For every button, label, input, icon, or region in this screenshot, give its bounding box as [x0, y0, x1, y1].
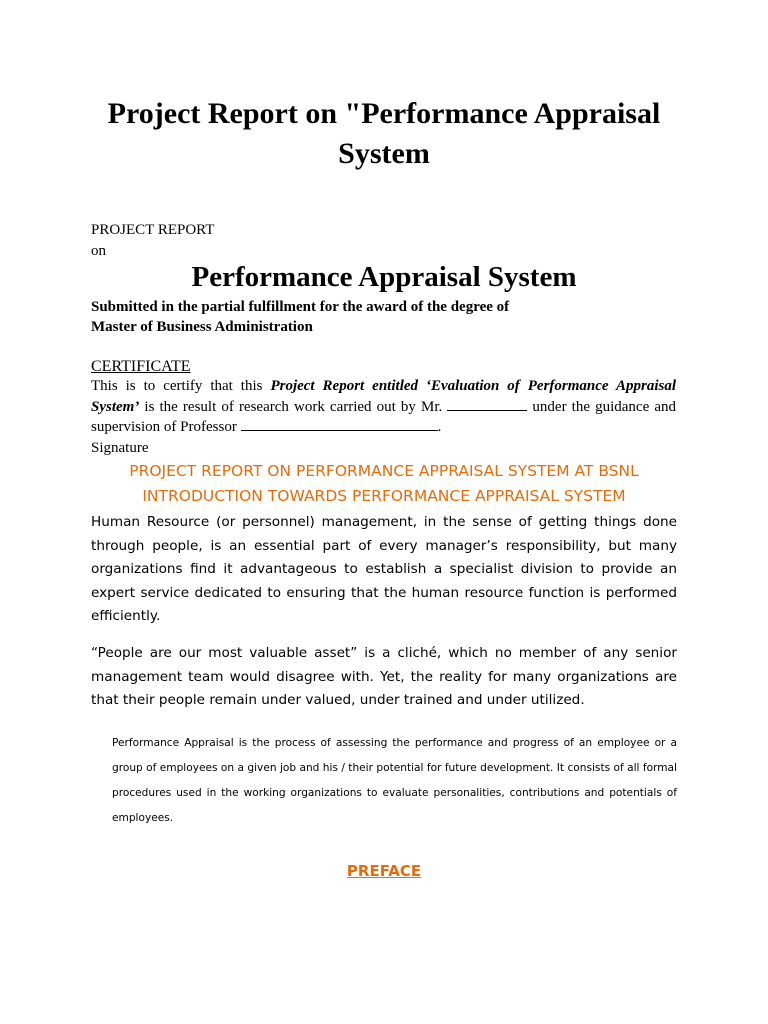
submitted-line-1: Submitted in the partial fulfillment for the award of the degree of [91, 299, 510, 315]
professor-name-blank [241, 417, 438, 431]
document-title: Project Report on "Performance Appraisal System [107, 97, 661, 170]
paragraph-appraisal-definition: Performance Appraisal is the process of assessing the performance and progress of an employee or a group of employees on a given job and his / their potential for future development. It consists of all formal procedures used in the working organizations to evaluate personalities, contributions and potentials of employees. [112, 737, 677, 824]
bsnl-heading: PROJECT REPORT ON PERFORMANCE APPRAISAL SYSTEM AT BSNL [129, 462, 639, 480]
paragraph-hr-management: Human Resource (or personnel) management, in the sense of getting things done through people, is an essential part of every manager’s responsibility, but many organizations find it advantageous to establish a specialist division to provide an expert service dedicated to ensuring that the human resource function is performed efficiently. [91, 514, 677, 624]
certificate-text-start: This is to certify that this [91, 378, 271, 394]
certificate-report-title: Project Report entitled ‘Evaluation of Performance Appraisal System’ [91, 378, 676, 415]
certificate-text [91, 376, 676, 458]
certificate-text-guidance: under the guidance and supervision of Professor [91, 398, 676, 435]
submitted-statement [91, 297, 691, 337]
introduction-heading: INTRODUCTION TOWARDS PERFORMANCE APPRAISAL SYSTEM [142, 487, 626, 505]
main-title: Performance Appraisal System [191, 261, 577, 293]
project-report-label: PROJECT REPORT [91, 222, 215, 238]
certificate-heading: CERTIFICATE [91, 358, 191, 375]
submitted-line-2: Master of Business Administration [91, 319, 313, 335]
certificate-text-middle: is the result of research work carried out by Mr. [139, 398, 448, 415]
signature-label: Signature [91, 439, 149, 456]
certificate-text-end: . [437, 419, 442, 435]
student-name-blank [447, 397, 527, 411]
preface-heading: PREFACE [346, 862, 422, 880]
paragraph-valuable-asset: “People are our most valuable asset” is a cliché, which no member of any senior management team would disagree with. Yet, the reality for many organizations are that their people remain under valued, under trained and under utilized. [91, 645, 677, 708]
on-label: on [91, 243, 106, 259]
